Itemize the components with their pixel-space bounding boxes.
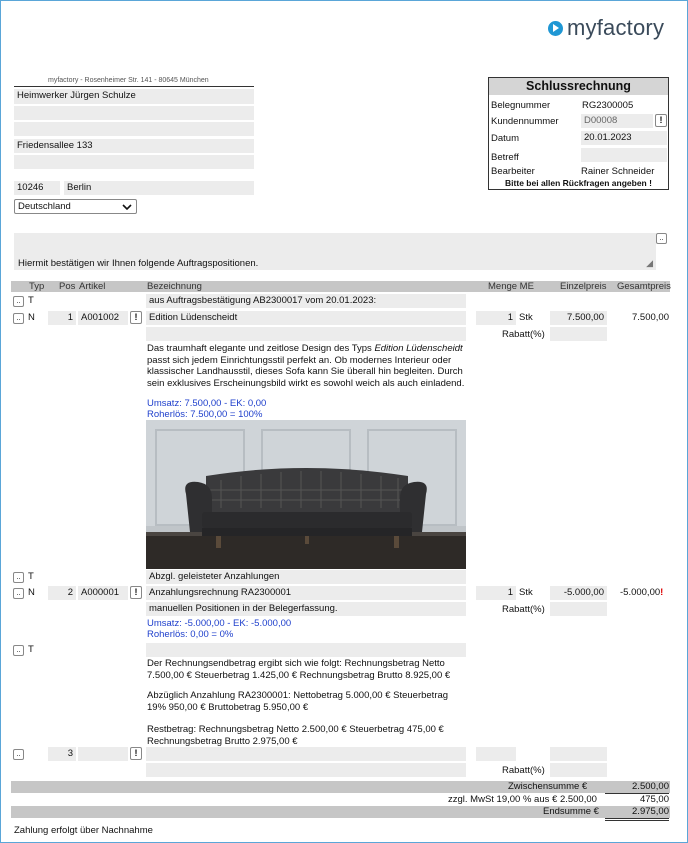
col-gesamtpreis: Gesamtpreis (617, 281, 671, 292)
chevron-down-icon (122, 204, 132, 210)
sofa-product-image (146, 420, 466, 569)
exclamation-icon: ! (134, 748, 138, 758)
row4-umsatz: Umsatz: -5.000,00 - EK: -5.000,00 (147, 618, 292, 629)
resize-handle-icon[interactable]: ◢ (646, 258, 653, 268)
col-einzelpreis: Einzelpreis (560, 281, 607, 292)
address-name-field[interactable]: Heimwerker Jürgen Schulze (14, 89, 254, 104)
ellipsis-icon: .. (659, 233, 664, 242)
row4-artikel-field[interactable]: A000001 (78, 586, 128, 600)
row2-rabatt-field[interactable] (550, 327, 607, 341)
row2-more-button[interactable] (13, 313, 24, 324)
address-line3-field[interactable] (14, 122, 254, 136)
logo-text: myfactory (567, 15, 665, 40)
row4-pos-field[interactable]: 2 (48, 586, 76, 600)
betreff-field[interactable] (581, 148, 667, 162)
row2-me: Stk (519, 312, 533, 323)
row2-description: Das traumhaft elegante und zeitlose Design des Typs Edition Lüdenscheidt passt sich jedem Einrichtungsstil perfekt an. Ob modernes Interieur oder klassischer Landhausstil, dieses Sofa kann Sie überall hin begleiten. Durch sein exklusives Erscheinungsbild wirkt es sowohl weich als auch einladend. (147, 343, 465, 389)
row2-menge-field[interactable]: 1 (476, 311, 516, 325)
address-street-field[interactable]: Friedensallee 133 (14, 139, 254, 153)
beleg-label: Belegnummer (491, 100, 551, 111)
sender-line: myfactory - Rosenheimer Str. 141 - 80645 München (48, 77, 209, 84)
row6-artikel-info-button[interactable] (130, 747, 142, 760)
warning-icon: ! (660, 587, 664, 598)
row4-more-button[interactable] (13, 588, 24, 599)
document-info-box (488, 77, 669, 190)
intro-textarea[interactable] (14, 233, 656, 270)
row6-more-button[interactable] (13, 749, 24, 760)
col-artikel: Artikel (79, 281, 106, 292)
row4-me: Stk (519, 587, 533, 598)
row2-umsatz: Umsatz: 7.500,00 - EK: 0,00 (147, 398, 267, 409)
row5-typ: T (28, 644, 34, 655)
row2-artikel-info-button[interactable] (130, 311, 142, 324)
row3-text-field[interactable]: Abzgl. geleisteter Anzahlungen (146, 570, 466, 584)
intro-more-button[interactable] (656, 233, 667, 244)
row6-einzelpreis-field[interactable] (550, 747, 607, 761)
ellipsis-icon: .. (16, 749, 21, 758)
row6-text2-field[interactable] (146, 763, 466, 777)
kunde-label: Kundennummer (491, 116, 559, 127)
row4-gesamtpreis: -5.000,00! (620, 587, 664, 598)
row4-rabatt-field[interactable] (550, 602, 607, 616)
col-menge-me: Menge ME (488, 281, 534, 292)
row5-paragraph-3: Restbetrag: Rechnungsbetrag Netto 2.500,00 € Steuerbetrag 475,00 € Rechnungsbetrag Brutto 2.975,00 € (147, 724, 444, 747)
row1-text-field[interactable]: aus Auftragsbestätigung AB2300017 vom 20.01.2023: (146, 294, 466, 308)
document-title: Schlussrechnung (489, 78, 668, 95)
row4-menge-field[interactable]: 1 (476, 586, 516, 600)
myfactory-logo (548, 15, 664, 41)
row3-more-button[interactable] (13, 572, 24, 583)
address-line5-field[interactable] (14, 155, 254, 169)
bearbeiter-value: Rainer Schneider (581, 166, 655, 177)
vat-value: 475,00 (639, 794, 669, 805)
ellipsis-icon: .. (16, 645, 21, 654)
row6-menge-field[interactable] (476, 747, 516, 761)
row6-text-field[interactable] (146, 747, 466, 761)
address-line2-field[interactable] (14, 106, 254, 120)
row2-roherloes: Roherlös: 7.500,00 = 100% (147, 409, 263, 420)
row6-artikel-field[interactable] (78, 747, 128, 761)
sender-divider (14, 86, 254, 87)
row2-artikel-field[interactable]: A001002 (78, 311, 128, 325)
subtotal-value: 2.500,00 (632, 781, 669, 792)
row2-text2-field[interactable] (146, 327, 466, 341)
row4-text2-field[interactable]: manuellen Positionen in der Belegerfassung. (146, 602, 466, 616)
ellipsis-icon: .. (16, 296, 21, 305)
bearbeiter-label: Bearbeiter (491, 166, 535, 177)
ellipsis-icon: .. (16, 572, 21, 581)
vat-label: zzgl. MwSt 19,00 % aus € 2.500,00 (448, 794, 597, 805)
row1-more-button[interactable] (13, 296, 24, 307)
datum-field[interactable]: 20.01.2023 (581, 131, 667, 145)
row5-paragraph-1: Der Rechnungsendbetrag ergibt sich wie folgt: Rechnungsbetrag Netto 7.500,00 € Steuerbetrag 1.425,00 € Rechnungsbetrag Brutto 8.925,00 € (147, 658, 451, 681)
exclamation-icon: ! (659, 115, 663, 125)
col-typ: Typ (29, 281, 45, 292)
payment-note: Zahlung erfolgt über Nachnahme (14, 825, 153, 836)
row2-gesamtpreis: 7.500,00 (632, 312, 669, 323)
exclamation-icon: ! (134, 312, 138, 322)
row6-rabatt-label: Rabatt(%) (502, 765, 545, 776)
country-select[interactable] (14, 199, 137, 214)
row5-more-button[interactable] (13, 645, 24, 656)
row4-rabatt-label: Rabatt(%) (502, 604, 545, 615)
beleg-value: RG2300005 (582, 100, 634, 111)
play-circle-icon (548, 21, 563, 36)
row6-pos-field[interactable]: 3 (48, 747, 76, 761)
total-underline-1 (605, 818, 669, 819)
datum-label: Datum (491, 133, 519, 144)
row5-text-field[interactable] (146, 643, 466, 657)
row4-roherloes: Roherlös: 0,00 = 0% (147, 629, 234, 640)
row4-artikel-info-button[interactable] (130, 586, 142, 599)
total-value: 2.975,00 (632, 806, 669, 817)
row4-typ: N (28, 587, 35, 598)
row6-rabatt-field[interactable] (550, 763, 607, 777)
intro-text: Hiermit bestätigen wir Ihnen folgende Auftragspositionen. (18, 258, 259, 269)
row2-pos-field[interactable]: 1 (48, 311, 76, 325)
row4-text-field[interactable]: Anzahlungsrechnung RA2300001 (146, 586, 466, 600)
row1-typ: T (28, 295, 34, 306)
kunde-field[interactable]: D00008 (581, 114, 653, 128)
row2-text-field[interactable]: Edition Lüdenscheidt (146, 311, 466, 325)
ellipsis-icon: .. (16, 588, 21, 597)
total-label: Endsumme € (543, 806, 599, 817)
box-note: Bitte bei allen Rückfragen angeben ! (505, 178, 652, 188)
total-underline-2 (605, 820, 669, 821)
address-zip-field[interactable]: 10246 (14, 181, 60, 195)
address-city-field[interactable]: Berlin (64, 181, 254, 195)
row4-einzelpreis-field[interactable]: -5.000,00 (550, 586, 607, 600)
betreff-label: Betreff (491, 152, 519, 163)
subtotal-label: Zwischensumme € (508, 781, 588, 792)
row2-typ: N (28, 312, 35, 323)
row5-paragraph-2: Abzüglich Anzahlung RA2300001: Nettobetrag 5.000,00 € Steuerbetrag 19% 950,00 € Bruttobetrag 5.950,00 € (147, 690, 449, 713)
col-bezeichnung: Bezeichnung (147, 281, 202, 292)
country-select-value: Deutschland (18, 201, 71, 212)
exclamation-icon: ! (134, 587, 138, 597)
row3-typ: T (28, 571, 34, 582)
col-pos: Pos (59, 281, 76, 292)
row2-rabatt-label: Rabatt(%) (502, 329, 545, 340)
row2-einzelpreis-field[interactable]: 7.500,00 (550, 311, 607, 325)
ellipsis-icon: .. (16, 313, 21, 322)
kunde-info-button[interactable] (655, 114, 667, 127)
